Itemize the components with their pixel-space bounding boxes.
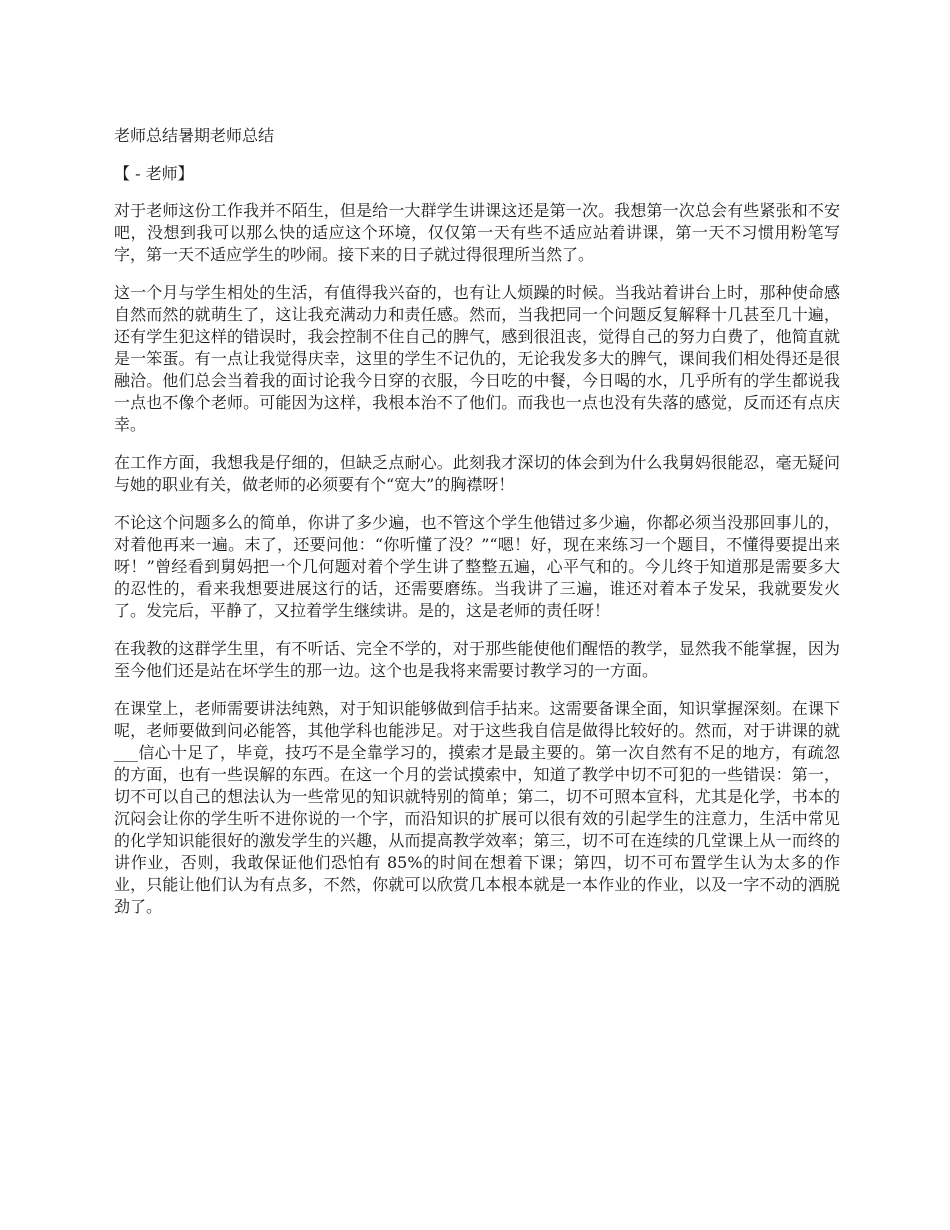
document-category: 【 - 老师】: [114, 164, 194, 183]
paragraph-6: 在课堂上，老师需要讲法纯熟，对于知识能够做到信手拈来。这需要备课全面，知识掌握深刻。在课下呢，老师要做到问必能答，其他学科也能涉足。对于这些我自信是做得比较好的。然而，对于讲课的就 ___信心十足了，毕竟，技巧不是全靠学习的，摸索才是最主要的。第一次自然有不足的地方，有疏忽的方面，也有一些误解的东西。在这一个月的尝试摸索中，知道了教学中切不可犯的一些错误：第一，切不可以自己的想法认为一些常见的知识就特别的简单；第二，切不可照本宣科，尤其是化学，书本的沉闷会让你的学生听不进你说的一个字，而沿知识的扩展可以很有效的引起学生的注意力，生活中常见的化学知识能很好的激发学生的兴趣，从而提高教学效率；第三，切不可在连续的几堂课上从一而终的讲作业，否则，我敢保证他们恐怕有 85%的时间在想着下课；第四，切不可布置学生认为太多的作业，只能让他们认为有点多，不然，你就可以欣赏几本根本就是一本作业的作业，以及一字不动的洒脱劲了。: [114, 699, 840, 916]
paragraph-5: 在我教的这群学生里，有不听话、完全不学的，对于那些能使他们醒悟的教学，显然我不能掌握，因为至今他们还是站在坏学生的那一边。这个也是我将来需要讨教学习的一方面。: [114, 639, 840, 680]
paragraph-4: 不论这个问题多么的简单，你讲了多少遍，也不管这个学生他错过多少遍，你都必须当没那回事儿的，对着他再来一遍。末了，还要问他：“你听懂了没？”“嗯！好，现在来练习一个题目，不懂得要提出来呀！”曾经看到舅妈把一个几何题对着个学生讲了整整五遍，心平气和的。今儿终于知道那是需要多大的忍性的，看来我想要进展这行的话，还需要磨练。当我讲了三遍，谁还对着本子发呆，我就要发火了。发完后，平静了，又拉着学生继续讲。是的，这是老师的责任呀！: [114, 513, 840, 620]
paragraph-1: 对于老师这份工作我并不陌生，但是给一大群学生讲课这还是第一次。我想第一次总会有些紧张和不安吧，没想到我可以那么快的适应这个环境，仅仅第一天有些不适应站着讲课，第一天不习惯用粉笔写字，第一天不适应学生的吵闹。接下来的日子就过得很理所当然了。: [114, 201, 840, 264]
document-title: 老师总结暑期老师总结: [114, 126, 275, 145]
document-page: [114, 124, 840, 934]
paragraph-2: 这一个月与学生相处的生活，有值得我兴奋的，也有让人烦躁的时候。当我站着讲台上时，那种使命感自然而然的就萌生了，这让我充满动力和责任感。然而，当我把同一个问题反复解释十几甚至几十遍，还有学生犯这样的错误时，我会控制不住自己的脾气，感到很沮丧，觉得自己的努力白费了，他简直就是一笨蛋。有一点让我觉得庆幸，这里的学生不记仇的，无论我发多大的脾气，课间我们相处得还是很融洽。他们总会当着我的面讨论我今日穿的衣服，今日吃的中餐，今日喝的水，几乎所有的学生都说我一点也不像个老师。可能因为这样，我根本治不了他们。而我也一点也没有失落的感觉，反而还有点庆幸。: [114, 283, 840, 434]
paragraph-3: 在工作方面，我想我是仔细的，但缺乏点耐心。此刻我才深切的体会到为什么我舅妈很能忍，毫无疑问与她的职业有关，做老师的必须要有个“宽大”的胸襟呀！: [114, 453, 840, 494]
